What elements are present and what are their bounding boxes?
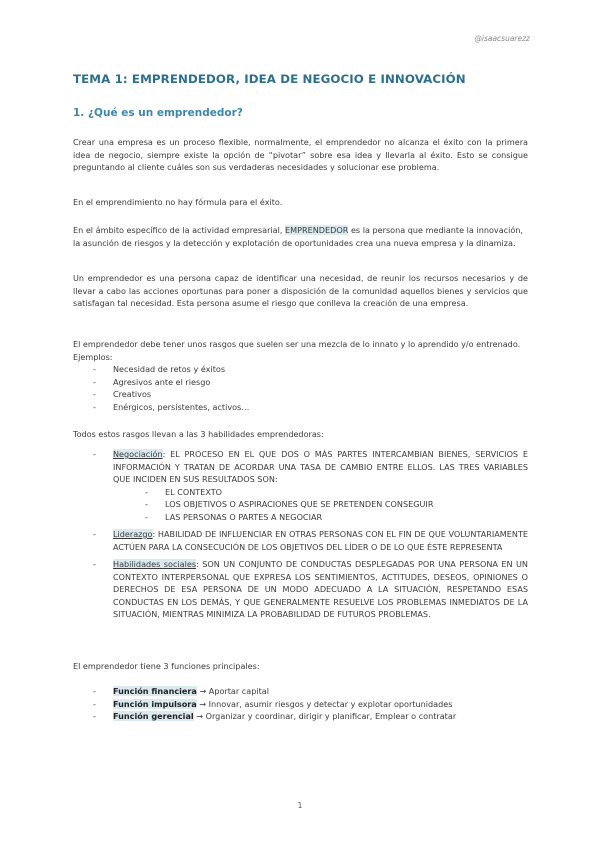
skill-description: : SON UN CONJUNTO DE CONDUCTAS DESPLEGADAS POR UNA PERSONA EN UN CONTEXTO INTERPERSONAL QUE EXPRESA LOS SENTIMIENTOS, ACTITUDES, DESEOS, OPINIONES O DERECHOS DE ESA PERSONA DE UN MODO ADECUADO A LA SITUACIÓN, RESPETANDO ESAS CONDUCTAS EN LOS DEMÁS, Y QUE GENERALMENTE RESUELVE LOS PROBLEMAS INMEDIATOS DE LA SITUACIÓN, MIENTRAS MINIMIZA LA PROBABILIDAD DE FUTUROS PROBLEMAS. — [113, 559, 528, 619]
function-name: Función financiera — [113, 686, 197, 696]
skill-label: Negociación — [113, 449, 163, 459]
list-item: - Necesidad de retos y éxitos — [93, 363, 513, 376]
paragraph-entrepreneur-text: Un emprendedor es una persona capaz de identificar una necesidad, de reunir los recursos necesarios y de llevar a cabo las acciones oportunas para poner a disposición de la comunidad aquellos bienes y servicios que satisfagan tal necesidad. Esta persona asume el riesgo que conlleva la creación de una empresa. — [73, 273, 528, 308]
paragraph-definition-text — [73, 224, 528, 249]
paragraph-traits-intro-text: El emprendedor debe tener unos rasgos que suelen ser una mezcla de lo innato y lo aprendido y/o entrenado. Ejemplos: — [73, 339, 521, 362]
list-item: - Creativos — [93, 388, 513, 401]
paragraph-functions-intro — [73, 660, 528, 673]
paragraph-entrepreneur — [73, 272, 528, 310]
skill-negotiation — [93, 448, 528, 523]
function-description: → Innovar, asumir riesgos y detectar y explotar oportunidades — [196, 698, 453, 709]
paragraph-no-formula-text: En el emprendimiento no hay fórmula para el éxito. — [73, 197, 283, 207]
list-item: - Enérgicos, persistentes, activos… — [93, 401, 513, 414]
function-item — [93, 685, 528, 698]
skill-description: : HABILIDAD DE INFLUENCIAR EN OTRAS PERSONAS CON EL FIN DE QUE VOLUNTARIAMENTE ACTÚEN PARA LA CONSECUCIÓN DE LOS OBJETIVOS DEL LÍDER O DE LO QUE ÉSTE REPRESENTA — [113, 529, 528, 552]
list-item: - LOS OBJETIVOS O ASPIRACIONES QUE SE PRETENDEN CONSEGUIR — [145, 498, 528, 511]
paragraph-skills-intro — [73, 428, 528, 441]
paragraph-definition — [73, 224, 528, 249]
highlighted-term: EMPRENDEDOR — [285, 225, 349, 235]
functions-list — [93, 685, 528, 723]
skill-description: : EL PROCESO EN EL QUE DOS O MÁS PARTES INTERCAMBIAN BIENES, SERVICIOS E INFORMACIÓN Y TRATAN DE ACORDAR UNA TASA DE CAMBIO ENTRE ELLOS. LAS TRES VARIABLES QUE INCIDEN EN SUS RESULTADOS SON: — [113, 449, 528, 484]
function-name: Función gerencial — [113, 711, 194, 721]
function-description: → Aportar capital — [196, 686, 269, 696]
definition-intro: En el ámbito específico de la actividad empresarial, — [73, 225, 286, 235]
skill-leadership — [93, 528, 528, 553]
author-handle: @isaacsuarezz — [474, 34, 530, 43]
function-description: → Organizar y coordinar, dirigir y planificar, Emplear o contratar — [193, 711, 457, 721]
skill-label: Habilidades sociales — [113, 559, 197, 569]
paragraph-no-formula — [73, 196, 528, 209]
function-item — [93, 710, 528, 723]
negotiation-variables — [113, 486, 528, 524]
traits-list — [93, 363, 513, 413]
paragraph-pivot-text: Crear una empresa es un proceso flexible, normalmente, el emprendedor no alcanza el éxito con la primera idea de negocio, siempre existe la opción de “pivotar” sobre esa idea y llevarla al éxito. Esto se consigue preguntando al cliente cuáles son sus verdaderas necesidades y solucionar ese problema. — [73, 137, 528, 172]
function-name: Función impulsora — [113, 698, 197, 709]
paragraph-skills-intro-text: Todos estos rasgos llevan a las 3 habilidades emprendedoras: — [73, 429, 324, 439]
function-item — [93, 698, 528, 711]
section-heading: 1. ¿Qué es un emprendedor? — [73, 107, 243, 119]
page-number: 1 — [297, 801, 303, 810]
paragraph-traits-intro — [73, 338, 528, 363]
skill-social — [93, 558, 528, 621]
skill-label: Liderazgo — [113, 529, 153, 539]
paragraph-pivot — [73, 136, 528, 174]
list-item: - EL CONTEXTO — [145, 486, 528, 499]
page-title: TEMA 1: EMPRENDEDOR, IDEA DE NEGOCIO E INNOVACIÓN — [73, 72, 466, 86]
skills-list — [93, 448, 528, 626]
paragraph-functions-intro-text: El emprendedor tiene 3 funciones principales: — [73, 661, 260, 671]
list-item: - Agresivos ante el riesgo — [93, 376, 513, 389]
list-item: - LAS PERSONAS O PARTES A NEGOCIAR — [145, 511, 528, 524]
definition-rest: es la persona que mediante la innovación, la asunción de riesgos y la detección y explotación de oportunidades crea una nueva empresa y la dinamiza. — [73, 225, 524, 248]
